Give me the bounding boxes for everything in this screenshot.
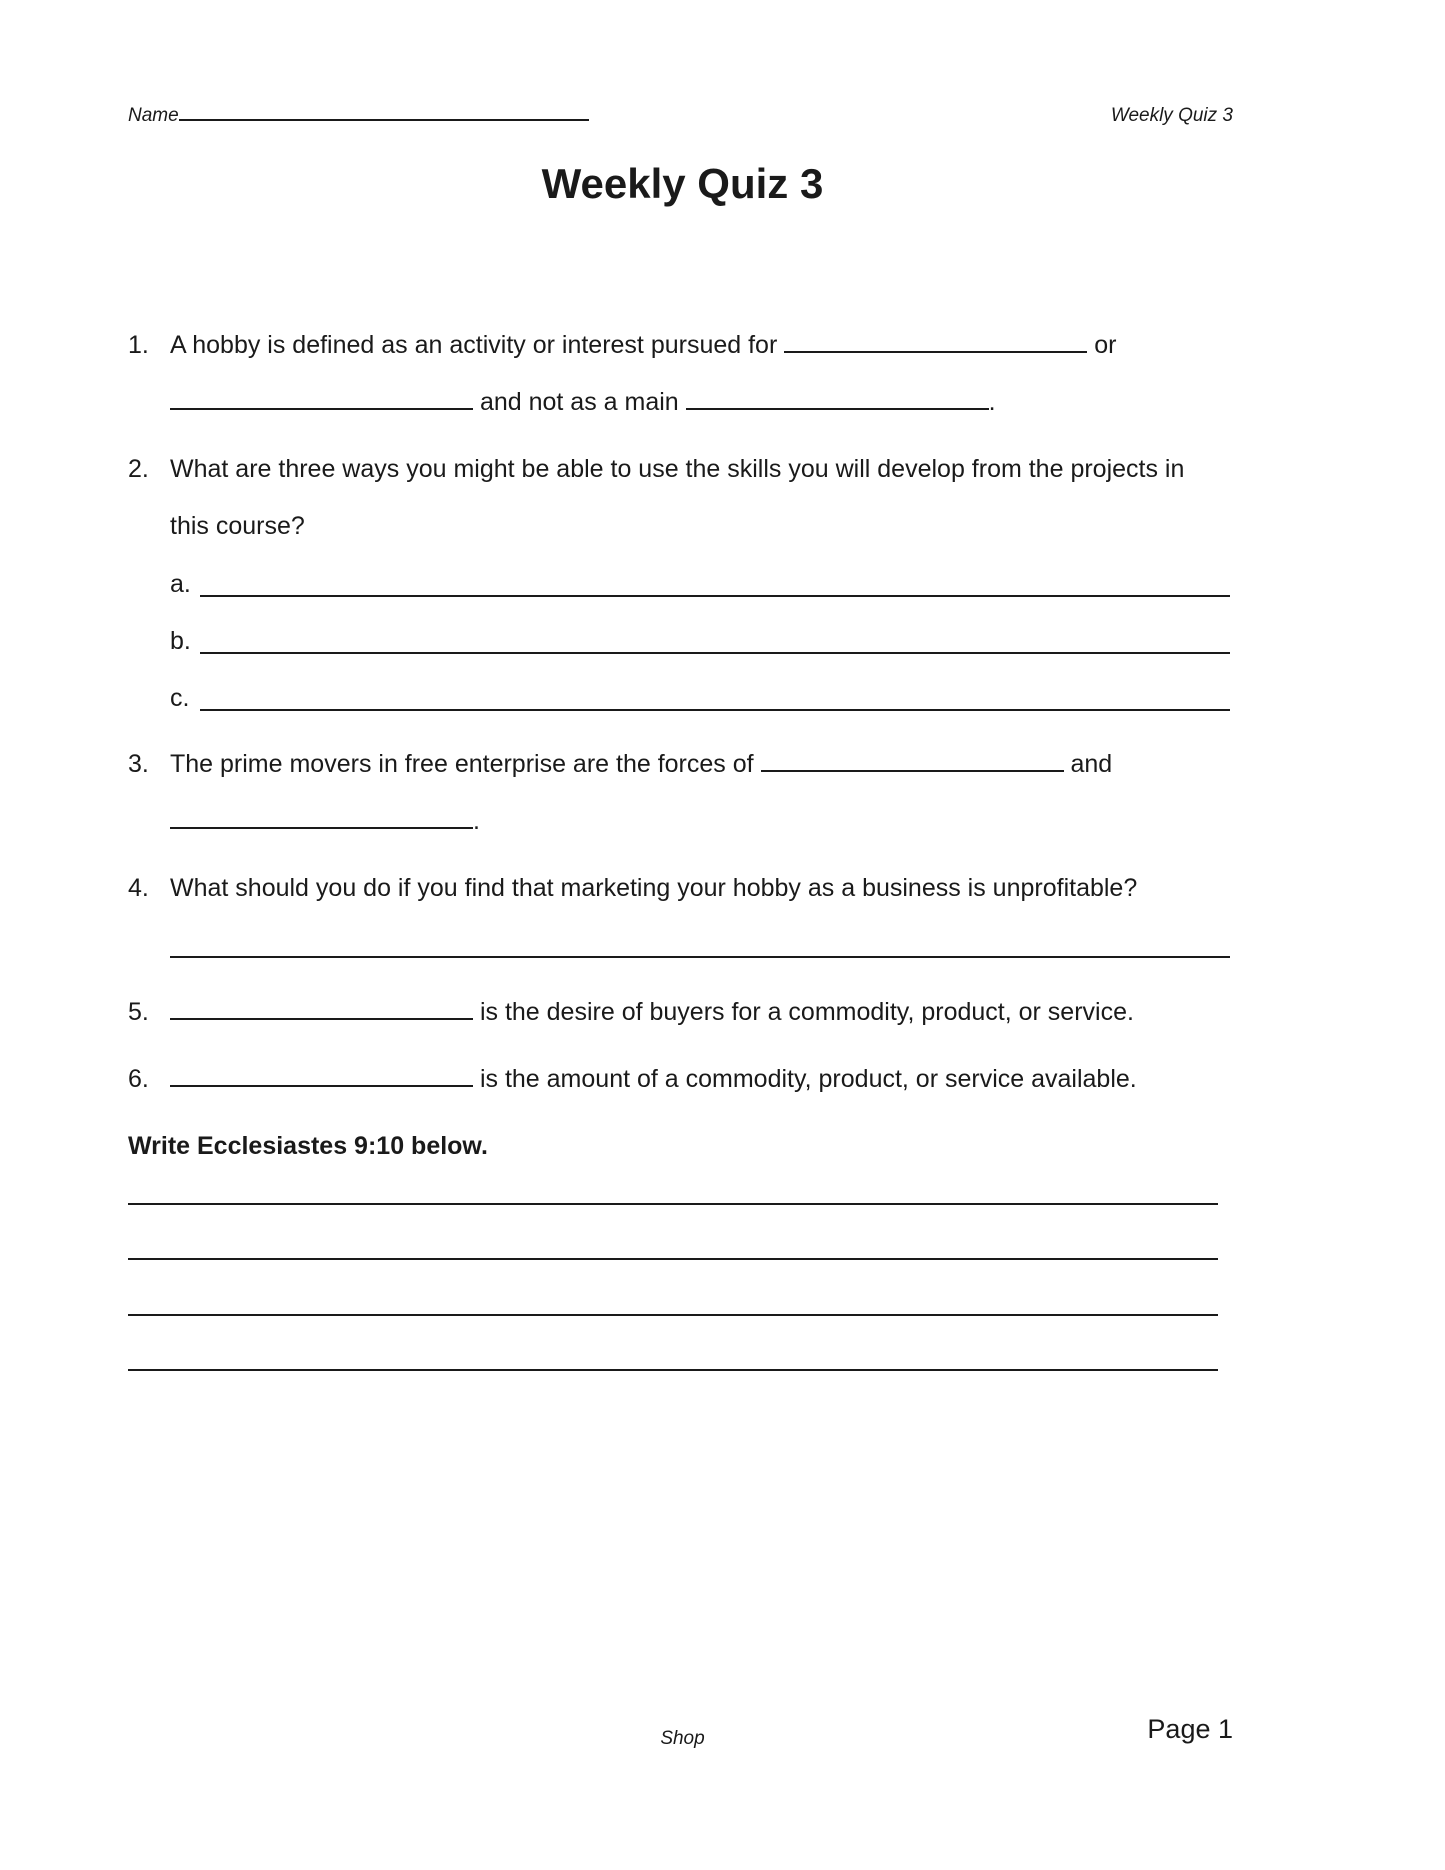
q1-text-d: . xyxy=(988,388,996,416)
q1-line1 xyxy=(170,330,1116,360)
q5-text: is the desire of buyers for a commodity, product, or service. xyxy=(479,998,1134,1026)
q4-answer[interactable] xyxy=(170,956,1230,958)
q5-blank[interactable] xyxy=(170,1017,473,1020)
q2-line2: this course? xyxy=(170,512,305,540)
q1-text-a: A hobby is defined as an activity or interest pursued for xyxy=(170,331,778,359)
q3-line2 xyxy=(170,806,480,836)
q1-text-c: and not as a main xyxy=(479,388,679,416)
q1-blank-2[interactable] xyxy=(170,407,473,410)
q1-text-b: or xyxy=(1094,331,1117,359)
q6-line xyxy=(170,1064,1137,1094)
scripture-line-1[interactable] xyxy=(128,1203,1218,1205)
q4-number: 4. xyxy=(128,874,149,902)
q3-line1 xyxy=(170,749,1112,779)
q3-text-b: and xyxy=(1070,750,1113,778)
q5-line xyxy=(170,997,1134,1027)
name-label: Name xyxy=(128,105,179,126)
q1-blank-1[interactable] xyxy=(784,350,1087,353)
q3-text-c: . xyxy=(473,807,480,835)
q2-label-b: b. xyxy=(170,627,191,655)
scripture-line-2[interactable] xyxy=(128,1258,1218,1260)
q2-label-a: a. xyxy=(170,570,191,598)
q2-number: 2. xyxy=(128,455,149,483)
q6-number: 6. xyxy=(128,1065,149,1093)
q4-text: What should you do if you find that marketing your hobby as a business is unprofitable? xyxy=(170,874,1138,902)
q3-text-a: The prime movers in free enterprise are the forces of xyxy=(170,750,754,778)
scripture-instruction: Write Ecclesiastes 9:10 below. xyxy=(128,1132,488,1160)
q6-blank[interactable] xyxy=(170,1084,473,1087)
q3-number: 3. xyxy=(128,750,149,778)
q6-text: is the amount of a commodity, product, or service available. xyxy=(479,1065,1137,1093)
name-field xyxy=(128,105,589,127)
q3-blank-2[interactable] xyxy=(170,826,473,829)
q5-number: 5. xyxy=(128,998,149,1026)
q1-blank-3[interactable] xyxy=(686,407,989,410)
q2-label-c: c. xyxy=(170,684,190,712)
page-title: Weekly Quiz 3 xyxy=(541,160,824,207)
q2-answer-a[interactable] xyxy=(200,595,1230,597)
q1-line2 xyxy=(170,387,996,417)
scripture-line-3[interactable] xyxy=(128,1314,1218,1316)
q3-blank-1[interactable] xyxy=(761,769,1064,772)
name-blank[interactable] xyxy=(179,118,589,121)
scripture-line-4[interactable] xyxy=(128,1369,1218,1371)
q2-answer-c[interactable] xyxy=(200,709,1230,711)
page-number: Page 1 xyxy=(1147,1714,1233,1744)
q1-number: 1. xyxy=(128,331,149,359)
q2-answer-b[interactable] xyxy=(200,652,1230,654)
q2-line1: What are three ways you might be able to use the skills you will develop from the projects in xyxy=(170,455,1185,483)
header-right-label: Weekly Quiz 3 xyxy=(1110,105,1233,126)
footer-center: Shop xyxy=(660,1728,705,1749)
